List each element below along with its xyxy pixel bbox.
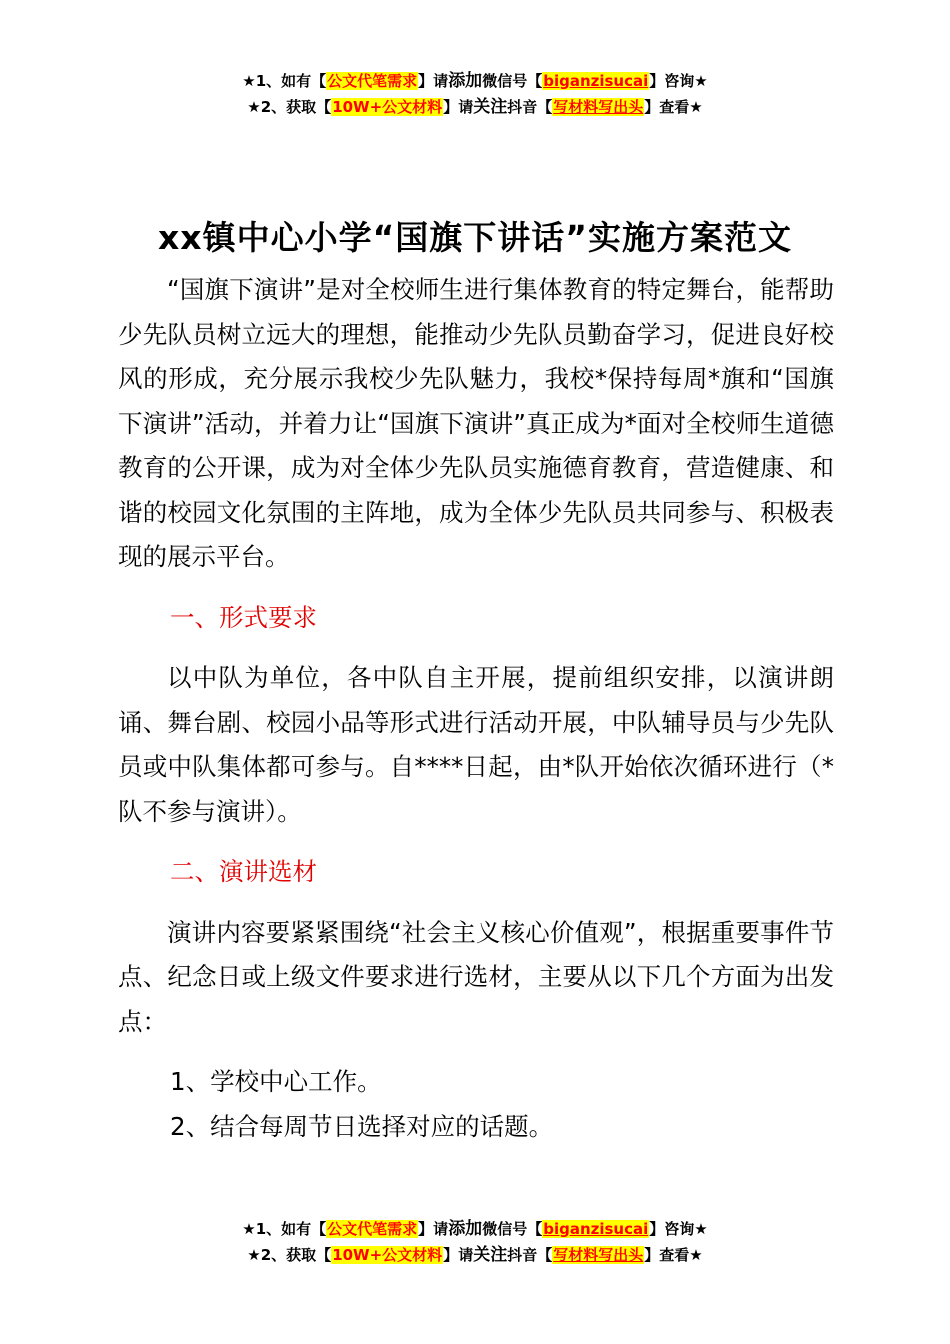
banner-highlight: 公文代笔需求: [327, 72, 418, 90]
banner-text: 】请: [443, 98, 474, 116]
banner-text: ★2、获取【: [247, 98, 332, 116]
banner-text: ★1、如有【: [242, 72, 327, 90]
footer-banner: [0, 1216, 950, 1268]
banner-text: 】请: [443, 1246, 474, 1264]
banner-text: ★1、如有【: [242, 1220, 327, 1238]
banner-text: 微信号【: [482, 1220, 543, 1238]
banner-text: ★2、获取【: [247, 1246, 332, 1264]
banner-text: 】咨询★: [649, 72, 708, 90]
banner-highlight: 写材料写出头: [553, 98, 644, 116]
banner-highlight: 10W+公文材料: [332, 1246, 443, 1264]
banner-line-1: [0, 68, 950, 94]
banner-emphasis: 添加: [448, 1219, 483, 1239]
section-heading-form: 一、形式要求: [170, 602, 317, 632]
banner-emphasis: 关注: [473, 97, 508, 117]
banner-highlight: biganzisucai: [543, 72, 649, 90]
banner-text: 】请: [418, 72, 449, 90]
list-item: 1、学校中心工作。: [170, 1067, 382, 1096]
banner-emphasis: 添加: [448, 71, 483, 91]
header-banner: [0, 68, 950, 120]
banner-line-2: [0, 1242, 950, 1268]
list-item: 2、结合每周节日选择对应的话题。: [170, 1111, 554, 1141]
banner-line-1: [0, 1216, 950, 1242]
banner-text: 】咨询★: [649, 1220, 708, 1238]
document-title: xx镇中心小学“国旗下讲话”实施方案范文: [158, 218, 792, 258]
banner-text: 抖音【: [507, 98, 553, 116]
intro-paragraph: “国旗下演讲”是对全校师生进行集体教育的特定舞台，能帮助少先队员树立远大的理想，能推动少先队员勤奋学习，促进良好校风的形成，充分展示我校少先队魅力，我校*保持每周*旗和“国旗下演讲”活动，并着力让“国旗下演讲”真正成为*面对全校师生道德教育的公开课，成为对全体少先队员实施德育教育，营造健康、和谐的校园文化氛围的主阵地，成为全体少先队员共同参与、积极表现的展示平台。: [118, 275, 834, 571]
section-body-form: 以中队为单位，各中队自主开展，提前组织安排，以演讲朗诵、舞台剧、校园小品等形式进行活动开展，中队辅导员与少先队员或中队集体都可参与。自****日起，由*队开始依次循环进行（*队不参与演讲）。: [118, 663, 834, 826]
banner-text: 抖音【: [507, 1246, 553, 1264]
banner-text: 】请: [418, 1220, 449, 1238]
banner-highlight: 写材料写出头: [553, 1246, 644, 1264]
banner-highlight: biganzisucai: [543, 1220, 649, 1238]
banner-highlight: 10W+公文材料: [332, 98, 443, 116]
banner-line-2: [0, 94, 950, 120]
banner-text: 微信号【: [482, 72, 543, 90]
banner-text: 】查看★: [644, 98, 703, 116]
banner-emphasis: 关注: [473, 1245, 508, 1265]
document-body: [118, 268, 834, 1149]
banner-highlight: 公文代笔需求: [327, 1220, 418, 1238]
section-body-topic: 演讲内容要紧紧围绕“社会主义核心价值观”，根据重要事件节点、纪念日或上级文件要求进行选材，主要从以下几个方面为出发点：: [118, 917, 834, 1036]
section-heading-topic: 二、演讲选材: [170, 857, 317, 886]
banner-text: 】查看★: [644, 1246, 703, 1264]
